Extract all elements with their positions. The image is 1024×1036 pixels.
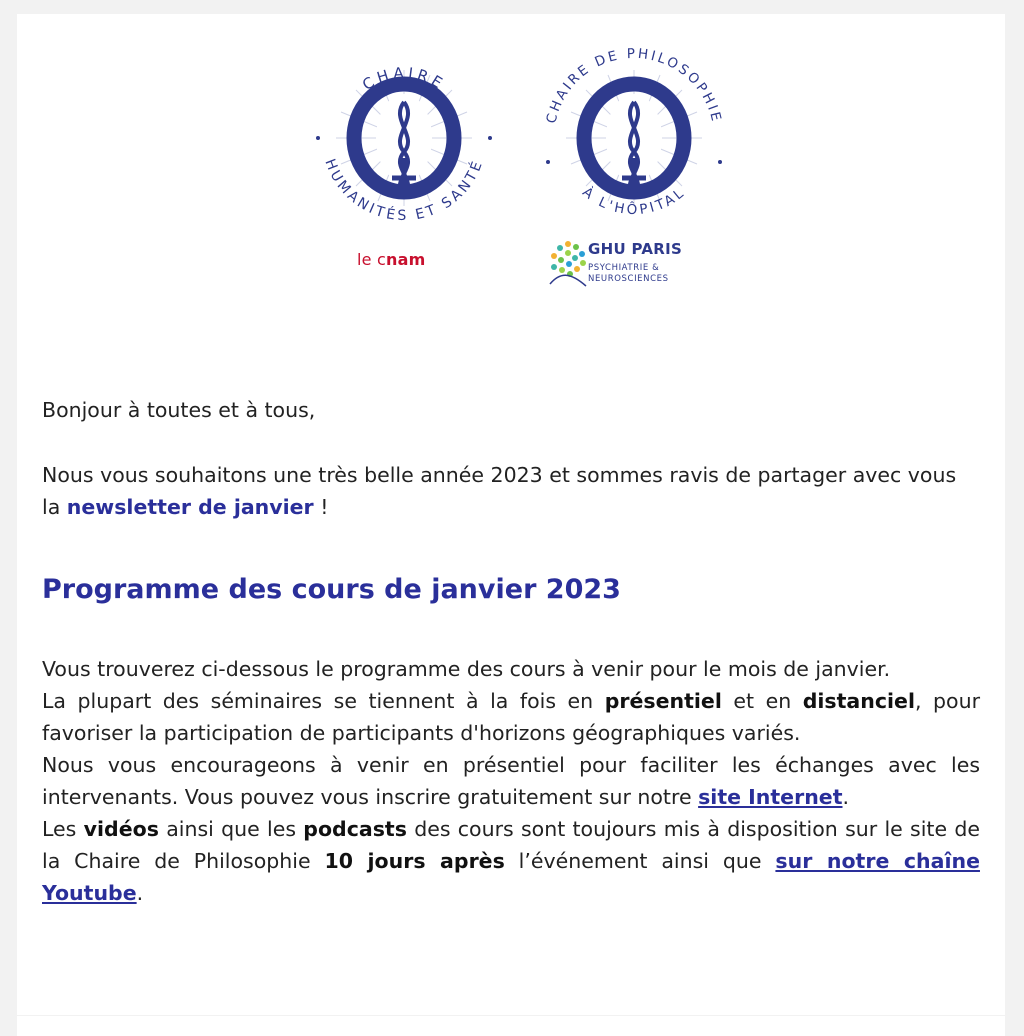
bold-videos: vidéos (83, 817, 159, 841)
text-fragment: ainsi que les (158, 817, 304, 841)
paragraph-inscription (42, 749, 980, 813)
ghu-sub-line-1: PSYCHIATRIE & (588, 263, 660, 273)
ghu-sub-line-2: NEUROSCIENCES (588, 274, 669, 284)
text-fragment: des cours sont toujours mis à disposition sur le site de la Chaire de Philosophie (42, 817, 980, 873)
newsletter-link[interactable]: newsletter de janvier (66, 495, 314, 519)
text-fragment: , pour favoriser la participation de participants d'horizons géographiques variés. (42, 689, 981, 745)
ghu-dots-icon (548, 238, 588, 290)
left-logo-arc-top: CHAIRE (359, 63, 449, 95)
chaire-philosophie-hopital-logo (536, 40, 732, 236)
section-heading: Programme des cours de janvier 2023 (42, 574, 621, 605)
paragraph-programme: Vous trouverez ci-dessous le programme des cours à venir pour le mois de janvier. (42, 657, 891, 681)
text-fragment: l’événement ainsi que (504, 849, 776, 873)
cnam-suffix: nam (385, 250, 426, 269)
chaire-humanites-sante-logo (306, 40, 502, 236)
text-fragment: . (136, 881, 144, 905)
right-logo-arc-top: CHAIRE DE PHILOSOPHIE (543, 45, 725, 126)
ghu-paris-logo (548, 238, 748, 290)
text-fragment: La plupart des séminaires se tiennent à la fois en (42, 689, 605, 713)
text-fragment: Les (42, 817, 84, 841)
bold-presentiel: présentiel (604, 689, 722, 713)
paragraph-videos (42, 813, 980, 909)
cnam-prefix: le c (357, 250, 386, 269)
intro-text: Nous vous souhaitons une très belle année 2023 et sommes ravis de partager avec vous la (42, 463, 957, 519)
ghu-title: GHU PARIS (588, 240, 683, 258)
right-logo-arc-bottom: À L'HÔPITAL (579, 184, 689, 219)
text-fragment: Nous vous encourageons à venir en présentiel pour faciliter les échanges avec les intervenants. Vous pouvez vous inscrire gratuitement sur notre (42, 753, 980, 809)
youtube-channel-link[interactable]: sur notre chaîne Youtube (42, 849, 980, 905)
text-fragment: . (842, 785, 850, 809)
greeting: Bonjour à toutes et à tous, (42, 398, 316, 422)
intro-end: ! (313, 495, 329, 519)
section-body (42, 653, 980, 909)
text-fragment: et en (721, 689, 803, 713)
site-internet-link[interactable]: site Internet (698, 785, 843, 809)
intro-paragraph (42, 459, 980, 523)
next-card (17, 1016, 1005, 1036)
paragraph-presentiel (42, 685, 980, 749)
bold-podcasts: podcasts (303, 817, 407, 841)
bold-10-jours: 10 jours après (324, 849, 505, 873)
le-cnam-logo (357, 250, 437, 269)
ghu-subtitle (588, 263, 669, 285)
bold-distanciel: distanciel (802, 689, 915, 713)
left-logo-arc-bottom: HUMANITÉS ET SANTÉ (321, 156, 487, 225)
